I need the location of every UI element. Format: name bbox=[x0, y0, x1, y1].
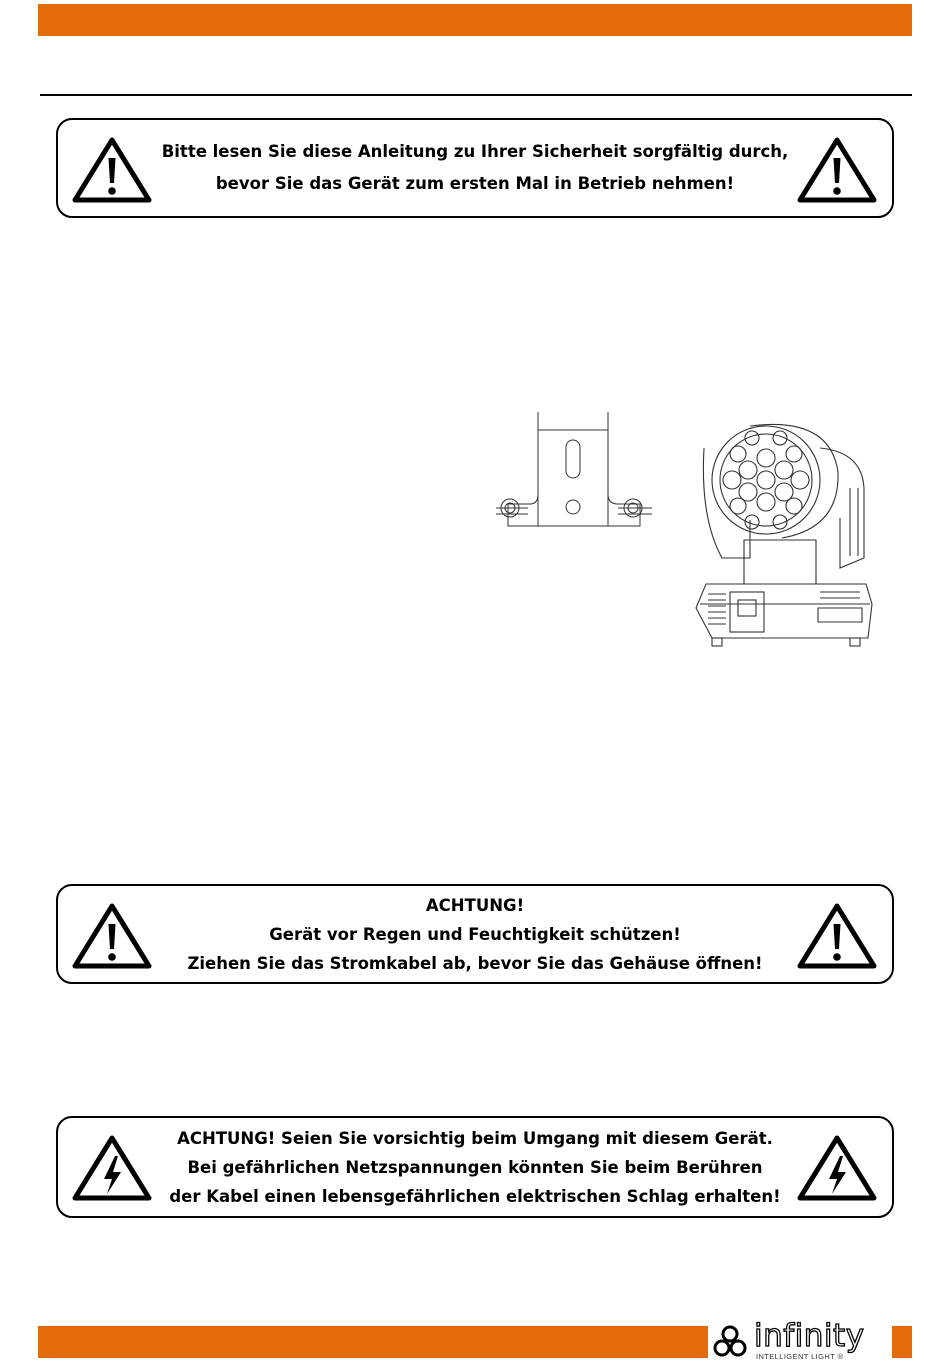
header-rule bbox=[40, 94, 912, 96]
warning-line: bevor Sie das Gerät zum ersten Mal in Betrieb nehmen! bbox=[215, 174, 735, 193]
warning-line: ACHTUNG! bbox=[425, 895, 525, 915]
footer-band bbox=[38, 1326, 708, 1358]
moving-head-fixture-drawing bbox=[690, 408, 882, 652]
moisture-warning-box bbox=[56, 884, 894, 984]
high-voltage-icon bbox=[71, 1134, 153, 1202]
logo-wordmark: infinity bbox=[754, 1318, 865, 1354]
warning-exclamation-icon bbox=[796, 902, 878, 970]
high-voltage-icon bbox=[796, 1134, 878, 1202]
warning-exclamation-icon bbox=[71, 136, 153, 204]
warning-line: Bei gefährlichen Netzspannungen könnten Sie beim Berühren bbox=[187, 1157, 763, 1177]
logo-tagline: INTELLIGENT LIGHT ® bbox=[756, 1352, 844, 1361]
moisture-warning-text bbox=[168, 886, 782, 982]
footer-tab bbox=[892, 1326, 912, 1358]
warning-line: der Kabel einen lebensgefährlichen elektrischen Schlag erhalten! bbox=[169, 1186, 781, 1206]
warning-line: Ziehen Sie das Stromkabel ab, bevor Sie das Gehäuse öffnen! bbox=[187, 953, 763, 973]
warning-line: Gerät vor Regen und Feuchtigkeit schützen! bbox=[269, 924, 681, 944]
warning-exclamation-icon bbox=[71, 902, 153, 970]
electric-shock-warning-text bbox=[168, 1118, 782, 1216]
read-manual-text bbox=[161, 120, 789, 216]
warning-line: ACHTUNG! Seien Sie vorsichtig beim Umgang mit diesem Gerät. bbox=[177, 1128, 773, 1148]
infinity-logo bbox=[712, 1318, 890, 1362]
warning-line: Bitte lesen Sie diese Anleitung zu Ihrer Sicherheit sorgfältig durch, bbox=[161, 142, 789, 161]
mounting-bracket-drawing bbox=[494, 412, 656, 532]
infinity-emblem-icon bbox=[712, 1324, 748, 1360]
electric-shock-warning-box bbox=[56, 1116, 894, 1218]
warning-exclamation-icon bbox=[796, 136, 878, 204]
header-band bbox=[38, 4, 912, 36]
read-manual-warning-box bbox=[56, 118, 894, 218]
